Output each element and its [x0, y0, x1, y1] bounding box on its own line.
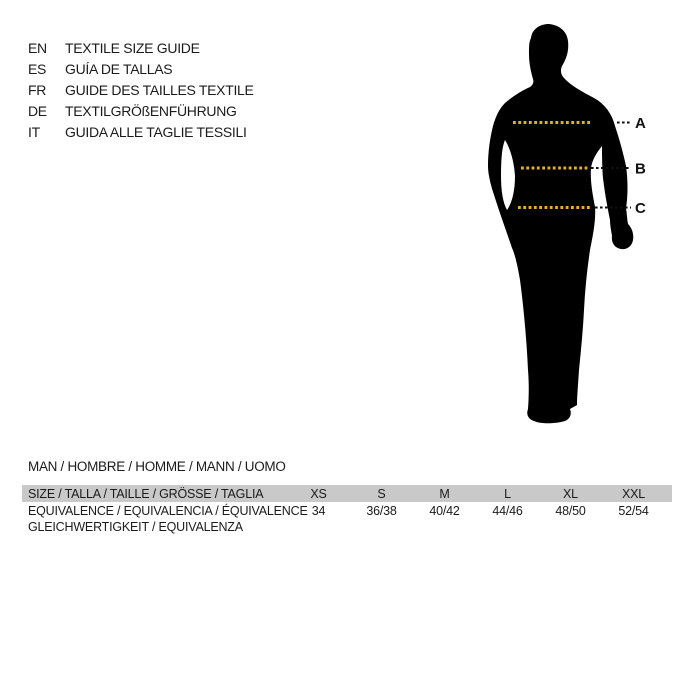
- language-row-es: [28, 58, 254, 79]
- equivalence-label: [22, 504, 308, 535]
- equivalence-value-xxl: 52/54: [618, 504, 649, 518]
- size-col-l: L: [504, 486, 511, 501]
- language-label: GUÍA DE TALLAS: [65, 60, 173, 77]
- equivalence-value-l: 44/46: [492, 504, 523, 518]
- equivalence-value-xs: 34: [311, 504, 326, 518]
- size-col-s: S: [377, 486, 386, 501]
- language-code: DE: [28, 102, 47, 119]
- size-table-header-row: [22, 485, 672, 502]
- size-col-xxl: XXL: [621, 486, 646, 501]
- equivalence-label-line1: EQUIVALENCE / EQUIVALENCIA / ÉQUIVALENCE: [28, 504, 308, 518]
- language-code: FR: [28, 81, 47, 98]
- language-code: EN: [28, 39, 47, 56]
- language-row-it: [28, 121, 254, 142]
- language-list: [28, 37, 254, 142]
- equivalence-row: [22, 504, 672, 535]
- equivalence-value-s: 36/38: [366, 504, 397, 518]
- language-label: GUIDE DES TAILLES TEXTILE: [65, 81, 254, 98]
- language-label: TEXTILE SIZE GUIDE: [65, 39, 200, 56]
- size-col-xs: XS: [310, 486, 327, 501]
- equivalence-value-xl: 48/50: [555, 504, 586, 518]
- man-silhouette: [488, 24, 633, 423]
- size-col-m: M: [439, 486, 450, 501]
- marker-label-a: A: [635, 115, 646, 132]
- language-row-en: [28, 37, 254, 58]
- size-table: [22, 485, 672, 535]
- size-col-xl: XL: [563, 486, 578, 501]
- marker-label-b: B: [635, 160, 646, 178]
- equivalence-value-m: 40/42: [429, 504, 460, 518]
- marker-label-c: C: [635, 200, 646, 217]
- language-row-de: [28, 100, 254, 121]
- language-row-fr: [28, 79, 254, 100]
- table-title: MAN / HOMBRE / HOMME / MANN / UOMO: [28, 459, 286, 474]
- language-code: IT: [28, 123, 40, 140]
- man-silhouette-figure: [460, 15, 695, 440]
- language-label: TEXTILGRÖßENFÜHRUNG: [65, 102, 237, 119]
- equivalence-label-line2: GLEICHWERTIGKEIT / EQUIVALENZA: [28, 519, 243, 534]
- language-label: GUIDA ALLE TAGLIE TESSILI: [65, 123, 247, 140]
- size-header-label: SIZE / TALLA / TAILLE / GRÖSSE / TAGLIA: [28, 486, 264, 501]
- language-code: ES: [28, 60, 47, 77]
